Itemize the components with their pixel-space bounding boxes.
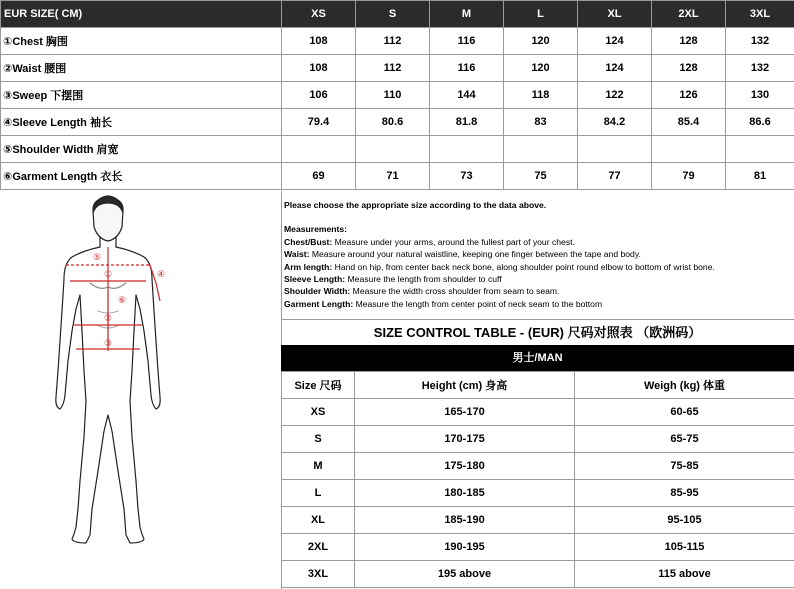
table-cell: 84.2	[578, 109, 652, 136]
table-cell: 130	[726, 82, 794, 109]
table-row	[1, 28, 794, 55]
table-cell	[652, 136, 726, 163]
table-row	[1, 55, 794, 82]
table-cell: 106	[282, 82, 356, 109]
table-cell: 190-195	[355, 534, 575, 561]
table-cell: 132	[726, 55, 794, 82]
column-header: Height (cm) 身高	[355, 372, 575, 399]
table-row	[282, 534, 794, 561]
table-cell: 95-105	[575, 507, 794, 534]
note-item: Garment Length: Measure the length from center point of neck seam to the bottom	[284, 298, 603, 309]
size-control-table	[281, 371, 794, 588]
note-item: Shoulder Width: Measure the width cross shoulder from seam to seam.	[284, 286, 560, 297]
marker-waist: ②	[104, 314, 113, 324]
table-row	[282, 426, 794, 453]
table-cell: 122	[578, 82, 652, 109]
table-cell: 105-115	[575, 534, 794, 561]
table-cell: 65-75	[575, 426, 794, 453]
size-header: 3XL	[726, 1, 794, 28]
size-table-corner-header: EUR SIZE( CM)	[1, 1, 282, 28]
marker-shoulder: ⑤	[93, 253, 102, 263]
table-row	[282, 453, 794, 480]
table-cell	[726, 136, 794, 163]
table-cell: XL	[282, 507, 355, 534]
size-header: L	[504, 1, 578, 28]
notes-heading: Measurements:	[284, 224, 348, 235]
marker-sweep: ③	[104, 339, 113, 349]
note-item: Chest/Bust: Measure under your arms, around the fullest part of your chest.	[284, 236, 575, 247]
table-cell: 128	[652, 28, 726, 55]
size-header: XS	[282, 1, 356, 28]
table-cell: 170-175	[355, 426, 575, 453]
column-header: Size 尺码	[282, 372, 355, 399]
table-cell: 3XL	[282, 561, 355, 588]
table-cell: 73	[430, 163, 504, 190]
size-table-header-row	[1, 1, 794, 28]
table-cell: 69	[282, 163, 356, 190]
table-cell: 144	[430, 82, 504, 109]
table-row	[282, 561, 794, 588]
table-cell: 79	[652, 163, 726, 190]
note-item: Arm length: Hand on hip, from center back neck bone, along shoulder point round elbow to bottom of wrist bone.	[284, 261, 715, 272]
row-label: ⑤Shoulder Width 肩宽	[1, 136, 282, 163]
table-cell: 180-185	[355, 480, 575, 507]
measurement-notes	[284, 199, 792, 310]
note-item: Waist: Measure around your natural waistline, keeping one finger between the tape and body.	[284, 249, 641, 260]
table-cell: 124	[578, 28, 652, 55]
notes-intro: Please choose the appropriate size according to the data above.	[284, 200, 547, 210]
table-cell: M	[282, 453, 355, 480]
table-cell: 2XL	[282, 534, 355, 561]
table-cell: 124	[578, 55, 652, 82]
row-label: ⑥Garment Length 衣长	[1, 163, 282, 190]
control-table-header-row	[282, 372, 794, 399]
table-cell: 81.8	[430, 109, 504, 136]
table-cell: 132	[726, 28, 794, 55]
table-cell: 112	[356, 55, 430, 82]
table-cell: 126	[652, 82, 726, 109]
table-cell: 120	[504, 55, 578, 82]
table-cell: 79.4	[282, 109, 356, 136]
table-cell: 110	[356, 82, 430, 109]
table-cell: 195 above	[355, 561, 575, 588]
table-cell: 108	[282, 28, 356, 55]
table-cell: 83	[504, 109, 578, 136]
marker-sleeve: ④	[157, 270, 166, 280]
table-row	[282, 480, 794, 507]
measurement-markers	[93, 253, 165, 349]
row-label: ①Chest 胸围	[1, 28, 282, 55]
table-cell	[356, 136, 430, 163]
table-cell	[504, 136, 578, 163]
table-row	[1, 136, 794, 163]
table-cell: 128	[652, 55, 726, 82]
table-cell: 86.6	[726, 109, 794, 136]
table-cell	[430, 136, 504, 163]
table-cell: 81	[726, 163, 794, 190]
table-row	[1, 163, 794, 190]
row-label: ④Sleeve Length 袖长	[1, 109, 282, 136]
table-cell: L	[282, 480, 355, 507]
table-cell: S	[282, 426, 355, 453]
table-cell: 115 above	[575, 561, 794, 588]
table-row	[282, 507, 794, 534]
table-cell	[578, 136, 652, 163]
row-label: ③Sweep 下摆围	[1, 82, 282, 109]
size-header: 2XL	[652, 1, 726, 28]
table-row	[282, 399, 794, 426]
table-cell: 116	[430, 28, 504, 55]
size-table	[0, 0, 794, 190]
table-cell: 60-65	[575, 399, 794, 426]
size-header: XL	[578, 1, 652, 28]
group-header-man: 男士/MAN	[281, 345, 794, 371]
marker-chest: ①	[104, 270, 113, 280]
table-cell: XS	[282, 399, 355, 426]
table-cell: 120	[504, 28, 578, 55]
table-cell: 80.6	[356, 109, 430, 136]
table-cell: 75-85	[575, 453, 794, 480]
table-cell: 85.4	[652, 109, 726, 136]
male-body-illustration	[0, 191, 281, 589]
size-header: S	[356, 1, 430, 28]
table-cell: 108	[282, 55, 356, 82]
table-cell: 165-170	[355, 399, 575, 426]
table-cell: 112	[356, 28, 430, 55]
marker-garment-length: ⑥	[118, 296, 127, 306]
control-table-title: SIZE CONTROL TABLE - (EUR) 尺码对照表 （欧洲码）	[281, 319, 794, 346]
size-header: M	[430, 1, 504, 28]
table-cell: 75	[504, 163, 578, 190]
table-cell: 118	[504, 82, 578, 109]
table-cell: 71	[356, 163, 430, 190]
table-row	[1, 109, 794, 136]
body-measurement-figure	[0, 191, 282, 589]
column-header: Weigh (kg) 体重	[575, 372, 794, 399]
note-item: Sleeve Length: Measure the length from shoulder to cuff	[284, 274, 502, 285]
table-cell: 85-95	[575, 480, 794, 507]
table-cell: 77	[578, 163, 652, 190]
table-cell: 175-180	[355, 453, 575, 480]
table-row	[1, 82, 794, 109]
table-cell: 185-190	[355, 507, 575, 534]
row-label: ②Waist 腰围	[1, 55, 282, 82]
table-cell	[282, 136, 356, 163]
table-cell: 116	[430, 55, 504, 82]
